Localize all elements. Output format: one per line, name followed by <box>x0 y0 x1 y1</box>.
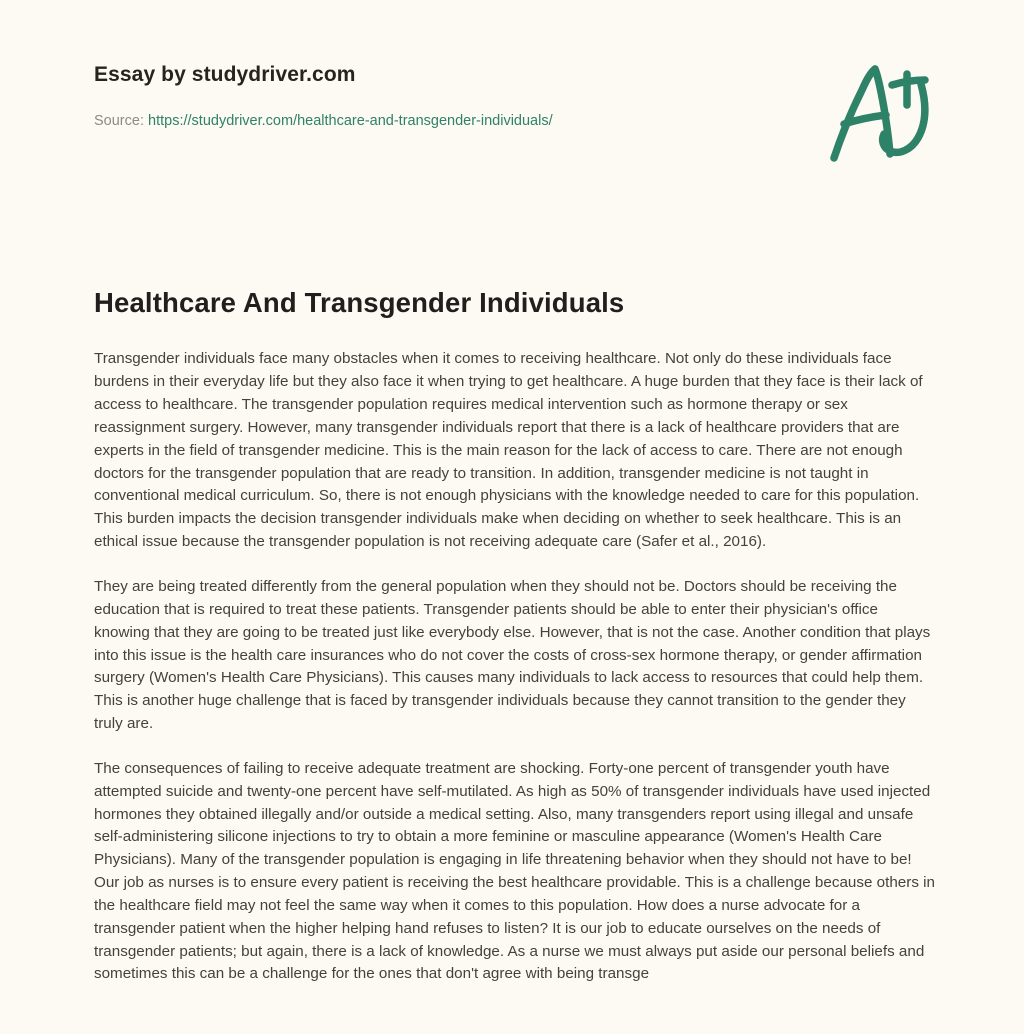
source-label: Source: <box>94 113 144 130</box>
page-header <box>94 0 936 190</box>
a-plus-logo-icon[interactable] <box>820 58 940 166</box>
essay-body <box>94 320 936 986</box>
paragraph-3: The consequences of failing to receive adequate treatment are shocking. Forty-one percent of transgender youth have attempted suicide and twenty-one percent have self-mutilated. As high as 50% of transgender individuals have used injected hormones they obtained illegally and/or outside a medical setting. Also, many transgenders report using illegal and unsafe self-administering silicone injections to try to obtain a more feminine or masculine appearance (Women's Health Care Physicians). Many of the transgender population is engaging in life threatening behavior when they should not have to be! Our job as nurses is to ensure every patient is receiving the best healthcare providable. This is a challenge because others in the healthcare field may not feel the same way when it comes to this population. How does a nurse advocate for a transgender patient when the higher helping hand refuses to listen? It is our job to educate ourselves on the needs of transgender patients; but again, there is a lack of knowledge. As a nurse we must always put aside our personal beliefs and sometimes this can be a challenge for the ones that don't agree with being transge <box>94 759 935 983</box>
page-title: Healthcare And Transgender Individuals <box>94 287 625 318</box>
byline: Essay by studydriver.com <box>94 63 356 86</box>
paragraph-1: Transgender individuals face many obstacles when it comes to receiving healthcare. Not only do these individuals face burdens in their everyday life but they also face it when trying to get healthcare. A huge burden that they face is their lack of access to healthcare. The transgender population requires medical intervention such as hormone therapy or sex reassignment surgery. However, many transgender individuals report that there is a lack of healthcare providers that are experts in the field of transgender medicine. This is the main reason for the lack of access to care. There are not enough doctors for the transgender population that are ready to transition. In addition, transgender medicine is not taught in conventional medical curriculum. So, there is not enough physicians with the knowledge needed to care for this population. This burden impacts the decision transgender individuals make when deciding on whether to seek healthcare. This is an ethical issue because the transgender population is not receiving adequate care (Safer et al., 2016). <box>94 350 923 551</box>
source-row <box>94 112 936 131</box>
paragraph-2: They are being treated differently from the general population when they should not be. Doctors should be receiving the education that is required to treat these patients. Transgender patients should be able to enter their physician's office knowing that they are going to be treated just like everybody else. However, that is not the case. Another condition that plays into this issue is the health care insurances who do not cover the costs of cross-sex hormone therapy, or gender affirmation surgery (Women's Health Care Physicians). This causes many individuals to lack access to resources that could help them. This is another huge challenge that is faced by transgender individuals because they cannot transition to the gender they truly are. <box>94 577 931 733</box>
source-url-link[interactable]: https://studydriver.com/healthcare-and-transgender-individuals/ <box>148 113 553 130</box>
